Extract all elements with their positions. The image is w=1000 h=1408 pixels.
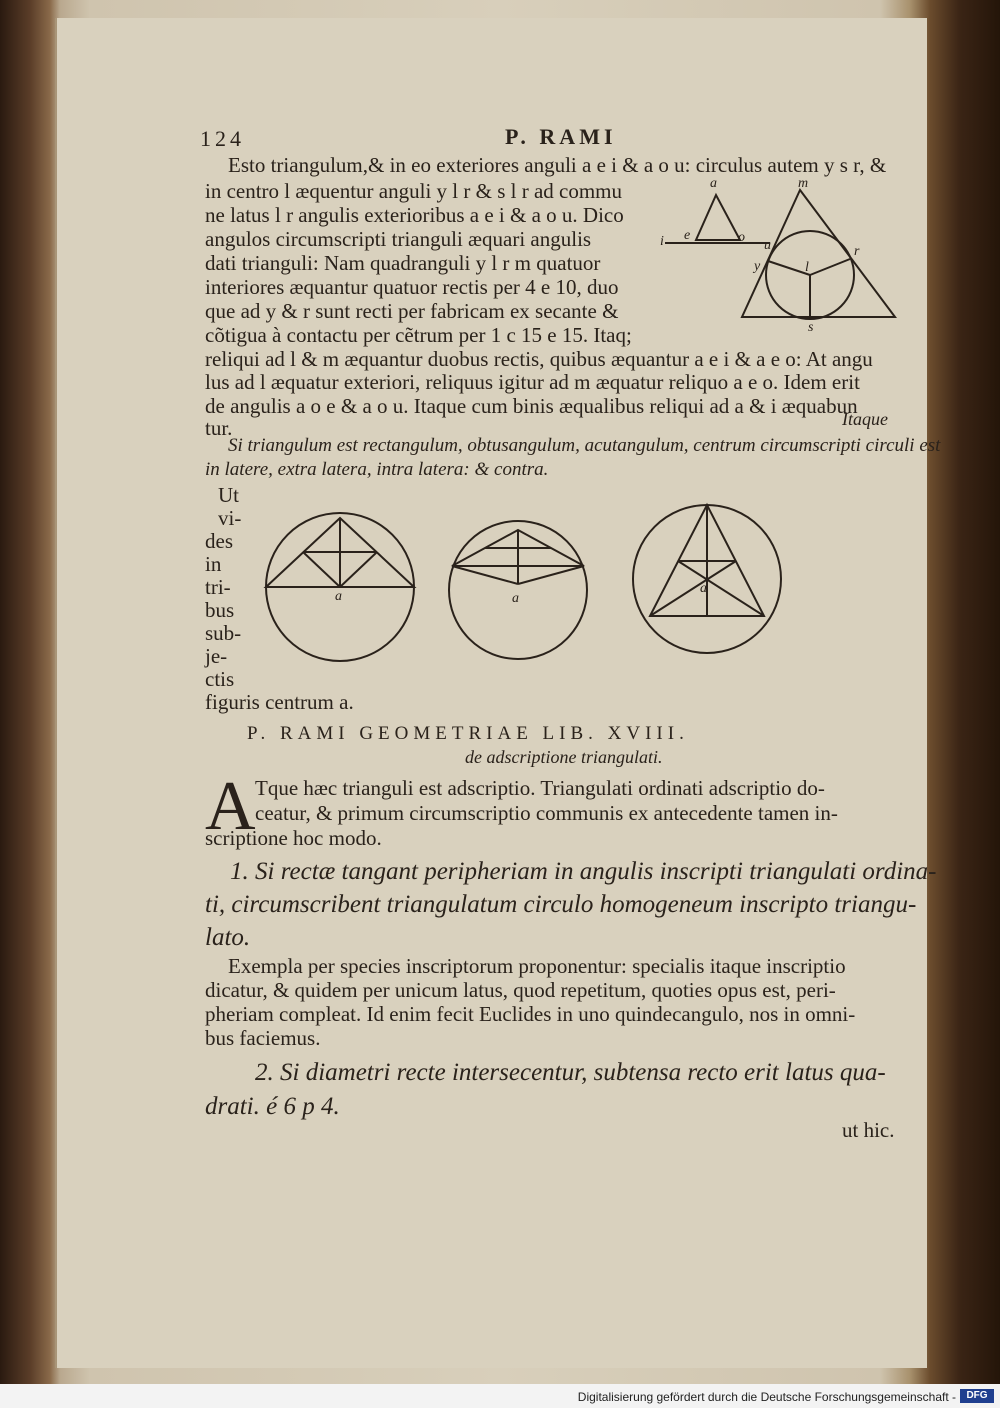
para2-line3: scriptione hoc modo. xyxy=(205,826,382,850)
line-3c xyxy=(678,561,764,616)
side-word-10: figuris centrum a. xyxy=(205,690,354,714)
book-title: P. RAMI GEOMETRIAE LIB. XVIII. xyxy=(247,723,689,744)
para1-line1: Esto triangulum,& in eo exteriores anguli a e i & a o u: circulus autem y s r, & xyxy=(228,153,887,177)
para1-line3: ne latus l r angulis exterioribus a e i & a o u. Dico xyxy=(205,203,624,227)
para1-line12: tur. xyxy=(205,416,233,440)
line-1b xyxy=(303,552,340,587)
para3-line4: bus faciemus. xyxy=(205,1026,321,1050)
circle3-label-a: a xyxy=(700,581,707,596)
label-o: o xyxy=(738,230,745,245)
side-word-6: bus xyxy=(205,598,235,622)
rule-line1: Si triangulum est rectangulum, obtusangulum, acutangulum, centrum circumscripti circuli est xyxy=(228,435,941,456)
prop1-line1: 1. Si rectæ tangant peripheriam in angulis inscripti triangulati ordina- xyxy=(230,858,937,885)
prop1-line3: lato. xyxy=(205,924,251,951)
dfg-logo: DFG xyxy=(960,1389,994,1403)
label-s: s xyxy=(808,320,814,335)
footer-credit: Digitalisierung gefördert durch die Deutsche Forschungsgemeinschaft - xyxy=(577,1390,956,1404)
circle1-label-a: a xyxy=(335,589,342,604)
para1-line6: interiores æquantur quatuor rectis per 4 e 10, duo xyxy=(205,275,619,299)
side-word-3: des xyxy=(205,529,233,553)
para1-line2: in centro l æquentur anguli y l r & s l r ad commu xyxy=(205,179,623,203)
side-word-1: Ut xyxy=(218,483,239,507)
figure-acute-triangle-circle xyxy=(632,504,782,654)
figure-obtuse-triangle-circle xyxy=(448,520,588,660)
circle2-label-a: a xyxy=(512,591,519,606)
label-m: m xyxy=(798,176,809,191)
label-a: a xyxy=(710,176,717,191)
rule-line2: in latere, extra latera, intra latera: & contra. xyxy=(205,459,549,480)
para2-line2: ceatur, & primum circumscriptio communis ex antecedente tamen in- xyxy=(255,801,838,825)
label-i: i xyxy=(660,234,664,249)
catchword-ut-hic: ut hic. xyxy=(842,1118,895,1142)
prop1-line2: ti, circumscribent triangulatum circulo homogeneum inscripto triangu- xyxy=(205,891,917,918)
para1-line4: angulos circumscripti trianguli æquari angulis xyxy=(205,227,592,251)
book-subtitle: de adscriptione triangulati. xyxy=(465,747,663,767)
label-r: r xyxy=(854,244,860,259)
label-l: l xyxy=(805,260,809,275)
side-word-8: je- xyxy=(205,644,228,668)
line-2b xyxy=(452,566,518,584)
para1-line5: dati trianguli: Nam quadranguli y l r m quatuor xyxy=(205,251,601,275)
running-head: P. RAMI xyxy=(505,124,617,149)
label-y: y xyxy=(754,259,761,274)
side-word-5: tri- xyxy=(205,575,231,599)
radius-ly xyxy=(768,261,810,275)
outer-triangle xyxy=(742,190,895,317)
line-1c xyxy=(340,552,377,587)
small-triangle xyxy=(696,195,740,240)
side-word-4: in xyxy=(205,552,222,576)
radius-lr xyxy=(810,259,850,275)
side-word-2: vi- xyxy=(218,506,242,530)
para1-line9: reliqui ad l & m æquantur duobus rectis, quibus æquantur a e i & a e o: At angu xyxy=(205,347,873,371)
line-3b xyxy=(650,561,736,616)
line-2c xyxy=(518,566,584,584)
label-e: e xyxy=(684,228,691,243)
digitization-footer xyxy=(0,1384,1000,1408)
para3-line2: dicatur, & quidem per unicum latus, quod repetitum, quoties opus est, peri- xyxy=(205,978,836,1002)
side-word-9: ctis xyxy=(205,667,235,691)
para3-line3: pheriam compleat. Id enim fecit Euclides in uno quindecangulo, nos in omni- xyxy=(205,1002,856,1026)
page-number: 124 xyxy=(200,126,245,151)
para1-line10: lus ad l æquatur exteriori, reliquus igitur ad m æquatur reliquo a e o. Idem erit xyxy=(205,370,860,394)
catchword-itaque: Itaque xyxy=(842,409,888,429)
drop-initial: A xyxy=(205,768,256,845)
para1-line7: que ad y & r sunt recti per fabricam ex secante & xyxy=(205,299,619,323)
figure-triangles xyxy=(660,175,900,335)
para2-line1: Tque hæc trianguli est adscriptio. Triangulati ordinati adscriptio do- xyxy=(255,776,825,800)
label-u: u xyxy=(764,238,771,253)
para3-line1: Exempla per species inscriptorum proponentur: specialis itaque inscriptio xyxy=(228,954,846,978)
para1-line11: de angulis a o e & a o u. Itaque cum binis æqualibus reliqui ad a & i æquabun xyxy=(205,394,858,418)
figure-right-triangle-circle xyxy=(265,512,415,662)
prop2-line2: drati. é 6 p 4. xyxy=(205,1093,340,1120)
side-word-7: sub- xyxy=(205,621,242,645)
prop2-line1: 2. Si diametri recte intersecentur, subtensa recto erit latus qua- xyxy=(255,1059,886,1086)
para1-line8: cõtigua à contactu per cẽtrum per 1 c 15 e 15. Itaq; xyxy=(205,323,632,347)
